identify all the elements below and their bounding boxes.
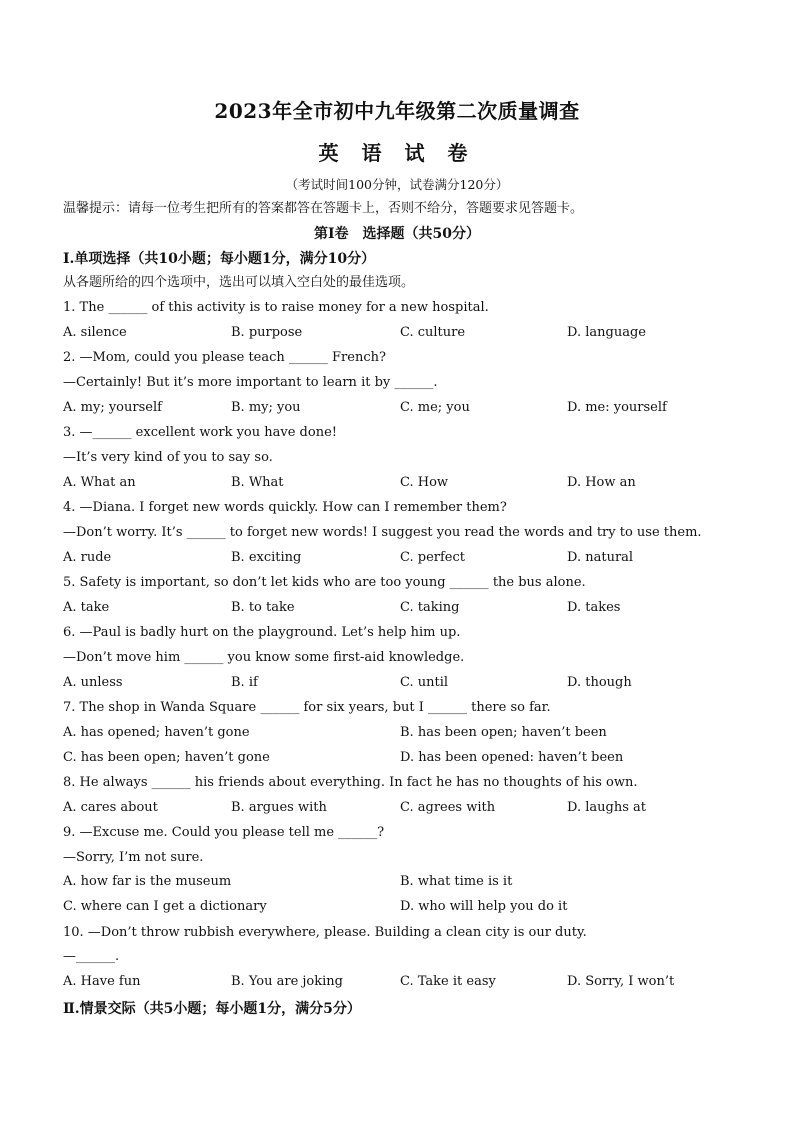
question-2-option-b: B. my; you [231, 400, 301, 415]
question-2-option-d: D. me: yourself [567, 400, 667, 415]
exam-title: 2023年全市初中九年级第二次质量调查 [214, 99, 580, 123]
question-2-stem: 2. —Mom, could you please teach ______ French? [63, 350, 386, 365]
question-6-reply: —Don’t move him ______ you know some first-aid knowledge. [63, 650, 465, 665]
question-8-option-c: C. agrees with [400, 800, 496, 815]
question-2-option-c: C. me; you [400, 400, 470, 415]
question-1-option-a: A. silence [63, 325, 127, 340]
question-9-stem: 9. —Excuse me. Could you please tell me ______? [63, 825, 385, 840]
question-1-option-c: C. culture [400, 325, 466, 340]
question-8-option-d: D. laughs at [567, 800, 646, 815]
question-6-stem: 6. —Paul is badly hurt on the playground. Let’s help him up. [63, 625, 461, 640]
question-6-option-d: D. though [567, 675, 632, 690]
question-3-option-a: A. What an [63, 475, 136, 490]
question-10-option-c: C. Take it easy [400, 974, 496, 989]
question-10-option-d: D. Sorry, I won’t [567, 974, 675, 989]
question-10-option-b: B. You are joking [231, 974, 343, 989]
exam-info: （考试时间100分钟，试卷满分120分） [285, 177, 509, 192]
question-3-option-d: D. How an [567, 475, 636, 490]
question-9-option-c: C. where can I get a dictionary [63, 899, 267, 914]
question-2-reply: —Certainly! But it’s more important to learn it by ______. [63, 375, 438, 390]
question-9-reply: —Sorry, I’m not sure. [63, 850, 204, 865]
question-4-reply: —Don’t worry. It’s ______ to forget new words! I suggest you read the words and try to use them. [63, 525, 702, 540]
section1-title: Ⅰ.单项选择（共10小题；每小题1分，满分10分） [63, 251, 376, 267]
section2-title: Ⅱ.情景交际（共5小题；每小题1分，满分5分） [63, 1001, 361, 1017]
question-6-option-c: C. until [400, 675, 449, 690]
question-3-reply: —It’s very kind of you to say so. [63, 450, 273, 465]
question-6-option-a: A. unless [63, 675, 123, 690]
question-10-reply: —______. [63, 949, 120, 964]
question-3-stem: 3. —______ excellent work you have done! [63, 425, 337, 440]
question-9-option-b: B. what time is it [400, 874, 513, 889]
question-9-option-a: A. how far is the museum [63, 874, 232, 889]
question-4-stem: 4. —Diana. I forget new words quickly. How can I remember them? [63, 500, 507, 515]
question-4-option-a: A. rude [63, 550, 112, 565]
question-3-option-b: B. What [231, 475, 284, 490]
question-8-option-b: B. argues with [231, 800, 327, 815]
question-9-option-d: D. who will help you do it [400, 899, 568, 914]
question-6-option-b: B. if [231, 675, 258, 690]
question-5-option-b: B. to take [231, 600, 295, 615]
question-3-option-c: C. How [400, 475, 449, 490]
question-4-option-d: D. natural [567, 550, 634, 565]
question-10-stem: 10. —Don’t throw rubbish everywhere, please. Building a clean city is our duty. [63, 925, 587, 940]
exam-hint: 温馨提示：请每一位考生把所有的答案都答在答题卡上，否则不给分，答题要求见答题卡。 [63, 201, 584, 216]
question-1-stem: 1. The ______ of this activity is to raise money for a new hospital. [63, 300, 489, 315]
part1-title: 第Ⅰ卷 选择题（共50分） [313, 226, 481, 242]
question-8-stem: 8. He always ______ his friends about everything. In fact he has no thoughts of his own. [63, 775, 638, 790]
question-7-option-b: B. has been open; haven’t been [400, 725, 607, 740]
question-10-option-a: A. Have fun [63, 974, 141, 989]
exam-subject: 英 语 试 卷 [318, 141, 476, 165]
question-7-option-c: C. has been open; haven’t gone [63, 750, 270, 765]
question-7-option-a: A. has opened; haven’t gone [63, 725, 250, 740]
question-8-option-a: A. cares about [63, 800, 158, 815]
question-5-option-c: C. taking [400, 600, 460, 615]
question-2-option-a: A. my; yourself [63, 400, 162, 415]
question-1-option-b: B. purpose [231, 325, 303, 340]
question-4-option-c: C. perfect [400, 550, 465, 565]
question-5-option-a: A. take [63, 600, 110, 615]
question-7-stem: 7. The shop in Wanda Square ______ for six years, but I ______ there so far. [63, 700, 551, 715]
question-4-option-b: B. exciting [231, 550, 302, 565]
section1-instruction: 从各题所给的四个选项中，选出可以填入空白处的最佳选项。 [63, 275, 415, 290]
question-1-option-d: D. language [567, 325, 646, 340]
question-7-option-d: D. has been opened: haven’t been [400, 750, 624, 765]
question-5-stem: 5. Safety is important, so don’t let kids who are too young ______ the bus alone. [63, 575, 586, 590]
question-5-option-d: D. takes [567, 600, 621, 615]
